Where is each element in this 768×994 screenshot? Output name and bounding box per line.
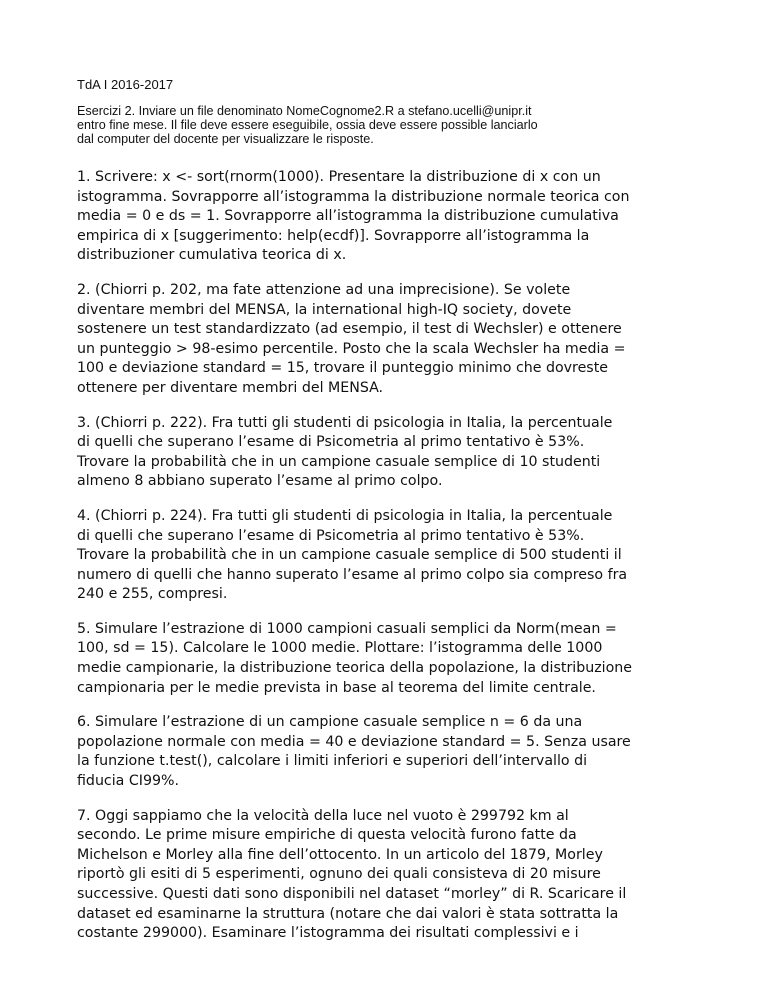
exercise-line: sostenere un test standardizzato (ad esempio, il test di Wechsler) e ottenere xyxy=(77,321,622,338)
exercise-line: un punteggio > 98-esimo percentile. Posto che la scala Wechsler ha media = xyxy=(77,340,626,357)
exercise-line: 5. Simulare l’estrazione di 1000 campioni casuali semplici da Norm(mean = xyxy=(77,620,617,637)
exercise-line: Trovare la probabilità che in un campione casuale semplice di 500 studenti il xyxy=(77,547,622,564)
exercise-line: di quelli che superano l’esame di Psicometria al primo tentativo è 53%. xyxy=(77,527,585,544)
exercise-line: 7. Oggi sappiamo che la velocità della luce nel vuoto è 299792 km al xyxy=(77,807,569,824)
exercise-line: numero di quelli che hanno superato l’esame al primo colpo sia compreso fra xyxy=(77,566,628,583)
instruction-line: entro fine mese. Il file deve essere eseguibile, ossia deve essere possible lanciarlo xyxy=(77,118,538,132)
exercise-2 xyxy=(77,281,712,399)
exercise-line: media = 0 e ds = 1. Sovrapporre all’istogramma la distribuzione cumulativa xyxy=(77,208,619,225)
exercise-line: Trovare la probabilità che in un campione casuale semplice di 10 studenti xyxy=(77,453,601,470)
exercise-line: distribuzioner cumulativa teorica di x. xyxy=(77,247,347,264)
exercise-line: campionaria per le medie prevista in base al teorema del limite centrale. xyxy=(77,679,596,696)
exercise-6 xyxy=(77,713,712,791)
exercise-line: popolazione normale con media = 40 e deviazione standard = 5. Senza usare xyxy=(77,733,631,750)
exercise-line: costante 299000). Esaminare l’istogramma dei risultati complessivi e i xyxy=(77,925,579,942)
exercise-4 xyxy=(77,507,712,605)
course-title: TdA I 2016-2017 xyxy=(77,77,174,92)
exercise-line: 2. (Chiorri p. 202, ma fate attenzione ad una imprecisione). Se volete xyxy=(77,281,571,298)
document-header xyxy=(77,77,697,146)
exercise-line: di quelli che superano l’esame di Psicometria al primo tentativo è 53%. xyxy=(77,434,585,451)
exercise-line: 4. (Chiorri p. 224). Fra tutti gli studenti di psicologia in Italia, la percentuale xyxy=(77,507,613,524)
exercise-line: 100 e deviazione standard = 15, trovare il punteggio minimo che dovreste xyxy=(77,360,608,377)
exercise-line: successive. Questi dati sono disponibili nel dataset “morley” di R. Scaricare il xyxy=(77,886,627,902)
exercise-list xyxy=(77,168,712,959)
instruction-line: dal computer del docente per visualizzare le risposte. xyxy=(77,132,374,146)
exercise-5 xyxy=(77,620,712,698)
exercise-3 xyxy=(77,414,712,492)
exercise-line: fiducia CI99%. xyxy=(77,773,180,790)
exercise-line: 3. (Chiorri p. 222). Fra tutti gli studenti di psicologia in Italia, la percentuale xyxy=(77,414,613,431)
exercise-7 xyxy=(77,807,712,944)
exercise-1 xyxy=(77,168,712,266)
exercise-line: la funzione t.test(), calcolare i limiti inferiori e superiori dell’intervallo di xyxy=(77,753,588,770)
exercise-line: almeno 8 abbiano superato l’esame al primo colpo. xyxy=(77,473,443,490)
exercise-line: 240 e 255, compresi. xyxy=(77,586,228,603)
exercise-line: ottenere per diventare membri del MENSA. xyxy=(77,379,384,396)
exercise-line: Michelson e Morley alla fine dell’ottocento. In un articolo del 1879, Morley xyxy=(77,846,603,863)
exercise-line: istogramma. Sovrapporre all’istogramma la distribuzione normale teorica con xyxy=(77,188,630,205)
exercise-line: 6. Simulare l’estrazione di un campione casuale semplice n = 6 da una xyxy=(77,714,583,731)
exercise-line: 1. Scrivere: x <- sort(rnorm(1000). Presentare la distribuzione di x con un xyxy=(77,169,601,185)
exercise-line: secondo. Le prime misure empiriche di questa velocità furono fatte da xyxy=(77,827,577,844)
assignment-instructions xyxy=(77,104,697,146)
exercise-line: riportò gli esiti di 5 esperimenti, ognuno dei quali consisteva di 20 misure xyxy=(77,866,601,883)
exercise-line: empirica di x [suggerimento: help(ecdf)]. Sovrapporre all’istogramma la xyxy=(77,227,590,244)
exercise-line: diventare membri del MENSA, la international high-IQ society, dovete xyxy=(77,301,572,318)
exercise-line: dataset ed esaminarne la struttura (notare che dai valori è stata sottratta la xyxy=(77,905,619,922)
exercise-line: medie campionarie, la distribuzione teorica della popolazione, la distribuzione xyxy=(77,660,633,677)
exercise-line: 100, sd = 15). Calcolare le 1000 medie. Plottare: l’istogramma delle 1000 xyxy=(77,640,603,657)
instruction-line: Esercizi 2. Inviare un file denominato NomeCognome2.R a stefano.ucelli@unipr.it xyxy=(77,104,532,118)
